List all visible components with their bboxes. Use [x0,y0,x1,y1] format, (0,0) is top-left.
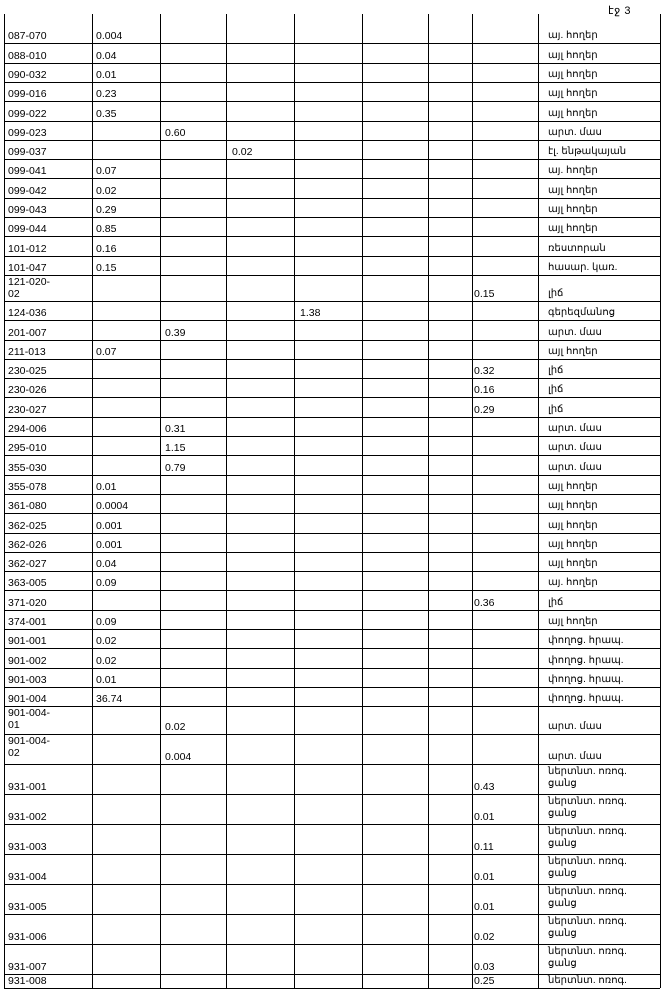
parcel-code: 901-002 [8,654,47,667]
land-use: այլ հողեր [548,558,598,570]
parcel-code: 101-047 [8,261,47,274]
area-other-land: 0.04 [96,49,117,62]
land-use: այլ հողեր [548,500,598,512]
land-use: այլ հողեր [548,88,598,100]
table-row-rule [4,629,660,630]
area-other-land: 0.0004 [96,500,129,513]
parcel-code: 088-010 [8,49,47,62]
land-use: լիճ [548,403,564,415]
land-use: ներտնտ. ոռոգ. ցանց [548,766,627,790]
land-use: արտ. մաս [548,423,602,434]
parcel-code: 355-030 [8,461,47,474]
area-other-land: 0.09 [96,577,117,590]
land-use: հասար. կառ. [548,261,618,273]
area-external-part: 0.39 [165,326,186,339]
land-use: փողոց. հրապ. [548,693,624,705]
table-row-rule [4,236,660,237]
area-other-land: 0.07 [96,165,117,178]
table-column-rule [362,14,363,988]
parcel-code: 371-020 [8,596,47,609]
area-water: 0.03 [474,961,495,974]
area-water: 0.25 [474,975,495,988]
area-water: 0.29 [474,403,495,416]
land-use: այլ հողեր [548,223,598,235]
table-row-rule [4,914,660,915]
area-water: 0.32 [474,365,495,378]
area-external-part: 0.31 [165,423,186,435]
parcel-code: 901-004 [8,693,47,706]
parcel-code: 931-001 [8,781,47,794]
parcel-code: 374-001 [8,616,47,628]
land-use: այլ հողեր [548,538,598,550]
parcel-code: 931-008 [8,975,47,988]
area-water: 0.43 [474,781,495,794]
land-use: արտ. մաս [548,442,602,454]
table-row-rule [4,533,660,534]
land-use: արտ. մաս [548,721,602,733]
table-row-rule [4,687,660,688]
land-use: փողոց. հրապ. [548,673,624,685]
table-row-rule [4,378,660,379]
parcel-code: 362-026 [8,538,47,551]
parcel-code: 901-001 [8,635,47,648]
land-use: արտ. մաս [548,461,602,473]
parcel-code: 295-010 [8,442,47,455]
area-other-land: 36.74 [96,693,123,706]
land-use: լիճ [548,287,564,299]
parcel-code: 211-013 [8,345,46,358]
parcel-code: 362-027 [8,558,47,571]
table-row-rule [4,256,660,257]
table-row-rule [4,513,660,514]
table-row-rule [4,552,660,553]
land-use: այլ հողեր [548,616,598,627]
parcel-code: 201-007 [8,326,47,339]
parcel-code: 124-036 [8,307,47,320]
land-use: այլ հողեր [548,49,598,61]
area-other-land: 0.09 [96,616,117,628]
table-column-rule [472,14,473,988]
table-row-rule [4,275,660,276]
area-water: 0.01 [474,871,495,884]
table-column-rule [428,14,429,988]
table-row-rule [4,824,660,825]
parcel-code: 099-041 [8,165,47,178]
area-cemetery: 1.38 [300,307,321,320]
area-other-land: 0.02 [96,654,117,667]
parcel-code: 362-025 [8,519,47,532]
parcel-code: 099-023 [8,126,47,139]
table-row-rule [4,140,660,141]
area-substation: 0.02 [232,146,253,159]
parcel-code: 931-002 [8,811,47,824]
table-row-rule [4,217,660,218]
land-use: արտ. մաս [548,126,602,138]
table-column-rule [660,14,661,988]
table-row-rule [4,706,660,707]
land-use: այլ հողեր [548,68,598,80]
parcel-code: 121-020-02 [8,275,51,300]
table-row-rule [4,340,660,341]
area-other-land: 0.15 [96,261,117,274]
table-row-rule [4,648,660,649]
table-row-rule [4,301,660,302]
land-use: լիճ [548,365,564,377]
parcel-code: 901-004-02 [8,735,51,760]
land-use: այ. հողեր [548,30,598,42]
table-row-rule [4,475,660,476]
parcel-code: 901-003 [8,673,47,686]
table-row-rule [4,571,660,572]
table-row-rule [4,668,660,669]
parcel-code: 099-016 [8,88,47,101]
land-use: էլ. ենթակայան [548,146,627,158]
area-other-land: 0.23 [96,88,117,101]
area-other-land: 0.35 [96,107,117,120]
land-use: ներտնտ. ոռոգ. ցանց [548,826,627,850]
land-use: ներտնտ. ոռոգ. ցանց [548,796,627,820]
parcel-code: 361-080 [8,500,47,513]
page-number: էջ 3 [608,5,631,17]
area-other-land: 0.85 [96,223,117,236]
area-other-land: 0.001 [96,519,123,532]
parcel-code: 087-070 [8,30,47,43]
table-row-rule [4,43,660,44]
parcel-code: 099-022 [8,107,47,120]
area-external-part: 0.004 [165,751,192,764]
table-row-rule [4,944,660,945]
table-row-rule [4,854,660,855]
parcel-code: 230-027 [8,403,47,416]
area-other-land: 0.07 [96,345,117,358]
parcel-code: 230-025 [8,365,47,378]
land-use: ներտնտ. ոռոգ. [548,975,627,987]
table-row-rule [4,590,660,591]
parcel-code: 901-004-01 [8,707,51,732]
land-use: այլ հողեր [548,204,598,215]
table-column-rule [92,14,93,988]
land-use: այլ հողեր [548,107,598,119]
land-use: արտ. մաս [548,326,602,338]
parcel-code: 099-044 [8,223,47,236]
table-row-rule [4,436,660,437]
area-external-part: 0.02 [165,721,186,734]
table-row-rule [4,794,660,795]
land-use: ներտնտ. ոռոգ. ցանց [548,886,627,910]
area-external-part: 0.60 [165,126,186,139]
table-column-rule [4,14,5,988]
table-row-rule [4,82,660,83]
land-use: ներտնտ. ոռոգ. ցանց [548,916,627,940]
parcel-code: 099-037 [8,146,47,159]
table-row-rule [4,455,660,456]
table-row-rule [4,178,660,179]
table-row-rule [4,734,660,735]
parcel-code: 099-042 [8,184,47,197]
land-use: արտ. մաս [548,751,602,763]
table-row-rule [4,63,660,64]
area-other-land: 0.001 [96,538,123,551]
area-other-land: 0.29 [96,204,117,216]
area-other-land: 0.16 [96,242,117,255]
land-use: լիճ [548,596,564,608]
land-use: այլ հողեր [548,519,598,531]
parcel-code: 090-032 [8,68,47,81]
area-water: 0.16 [474,384,495,397]
table-row-rule [4,320,660,321]
area-other-land: 0.02 [96,184,117,197]
parcel-code: 931-006 [8,931,47,944]
table-row-rule [4,359,660,360]
parcel-code: 101-012 [8,242,47,255]
land-use: ներտնտ. ոռոգ. ցանց [548,856,627,880]
area-other-land: 0.01 [96,673,117,686]
area-other-land: 0.004 [96,30,123,43]
table-row-rule [4,159,660,160]
table-row-rule [4,417,660,418]
area-external-part: 1.15 [165,442,186,455]
table-row-rule [4,121,660,122]
table-row-rule [4,988,660,989]
area-other-land: 0.01 [96,480,117,493]
area-other-land: 0.04 [96,558,117,571]
land-use: այ. հողեր [548,165,598,177]
parcel-code: 355-078 [8,480,47,493]
land-use: ներտնտ. ոռոգ. ցանց [548,946,627,970]
parcel-code: 363-005 [8,577,47,590]
parcel-code: 931-004 [8,871,47,884]
table-row-rule [4,397,660,398]
area-water: 0.02 [474,931,495,944]
land-use: փողոց. հրապ. [548,654,624,666]
land-use: լիճ [548,384,564,396]
table-row-rule [4,494,660,495]
table-row-rule [4,101,660,102]
parcel-code: 099-043 [8,204,47,216]
area-external-part: 0.79 [165,461,186,474]
area-water: 0.01 [474,901,495,914]
land-use: այլ հողեր [548,184,598,196]
area-water: 0.36 [474,596,495,609]
land-use: այ. հողեր [548,577,598,589]
table-column-rule [160,14,161,988]
table-column-rule [538,14,539,988]
area-water: 0.11 [474,841,494,854]
land-use: այլ հողեր [548,345,598,357]
area-water: 0.15 [474,287,495,300]
area-other-land: 0.01 [96,68,117,81]
table-row-rule [4,884,660,885]
land-use: գերեզմանոց [548,307,616,319]
parcel-code: 931-005 [8,901,47,914]
parcel-code: 931-007 [8,961,47,974]
parcel-code: 230-026 [8,384,47,397]
table-row-rule [4,198,660,199]
table-row-rule [4,610,660,611]
land-use: այլ հողեր [548,480,598,492]
parcel-code: 931-003 [8,841,47,854]
land-use: փողոց. հրապ. [548,635,624,647]
parcel-code: 294-006 [8,423,47,435]
area-other-land: 0.02 [96,635,117,648]
table-column-rule [226,14,227,988]
land-use: ռեստորան [548,242,606,254]
table-column-rule [294,14,295,988]
table-row-rule [4,764,660,765]
area-water: 0.01 [474,811,495,824]
